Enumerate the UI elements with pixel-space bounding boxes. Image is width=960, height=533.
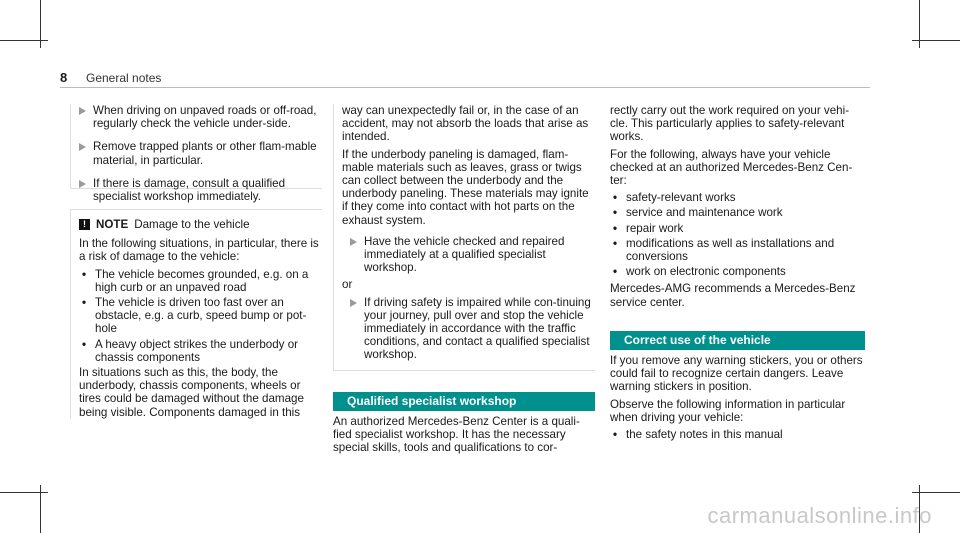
bullet-icon: • (613, 191, 618, 205)
page-number: 8 (60, 70, 68, 85)
note-box (70, 209, 322, 419)
bullet-icon: • (82, 296, 87, 310)
list-item: Have the vehicle checked and repaired immediately at a qualified specialist workshop. (342, 235, 591, 275)
crop-mark (0, 40, 48, 41)
list-item: • A heavy object strikes the underbody or chassis components (82, 337, 299, 364)
instruction-list (70, 104, 322, 204)
bullet-icon: • (613, 236, 618, 250)
paragraph: way can unexpectedly fail or, in the case of an accident, may not absorb the loads that arise as intended. (342, 104, 589, 144)
bullet-icon: • (613, 221, 618, 235)
column-3 (610, 104, 865, 443)
note-title: NOTE (96, 218, 129, 231)
list-item: • service and maintenance work (613, 206, 783, 220)
paragraph: If you remove any warning stickers, you or others could fail to recognize certain dangers. Leave warning stickers in position. (610, 354, 863, 394)
note-outro: In situations such as this, the body, the underbody, chassis components, wheels or tires could be damaged without the damage being visible. Components damaged in this (79, 366, 304, 419)
watermark: carmanualsonline.info (707, 503, 932, 528)
triangle-bullet-icon (79, 143, 86, 151)
triangle-bullet-icon (350, 238, 357, 246)
bullet-icon: • (82, 337, 87, 351)
list-item: • modifications as well as installations and conversions (613, 236, 835, 264)
section-heading: Correct use of the vehicle (610, 331, 865, 350)
page-title: General notes (86, 71, 162, 85)
column-2 (333, 104, 595, 458)
list-item: • safety-relevant works (613, 191, 736, 205)
paragraph: Observe the following information in particular when driving your vehicle: (610, 397, 846, 424)
crop-mark (912, 40, 960, 41)
note-header (79, 218, 322, 231)
triangle-bullet-icon (79, 180, 86, 188)
triangle-bullet-icon (350, 299, 357, 307)
list-item: When driving on unpaved roads or off-road, regularly check the vehicle under-side. (71, 104, 318, 130)
paragraph: Mercedes-AMG recommends a Mercedes-Benz service center. (610, 282, 856, 309)
continued-note (333, 104, 595, 371)
list-item: • repair work (613, 221, 684, 235)
bullet-icon: • (613, 428, 618, 442)
section-heading: Qualified specialist workshop (333, 392, 595, 411)
list-item: Remove trapped plants or other flam-mable material, in particular. (71, 140, 318, 166)
list-item: • the safety notes in this manual (613, 428, 783, 442)
list-item: If there is damage, consult a qualified specialist workshop immediately. (71, 177, 318, 203)
paragraph: An authorized Mercedes-Benz Center is a quali-fied specialist workshop. It has the necessary special skills, tools and qualifications to cor- (333, 414, 580, 455)
bullet-icon: • (613, 206, 618, 220)
paragraph: For the following, always have your vehicle checked at an authorized Mercedes-Benz Cen-ter: (610, 147, 853, 188)
triangle-bullet-icon (79, 107, 86, 115)
note-intro: In the following situations, in particular, there is a risk of damage to the vehicle: (79, 237, 319, 264)
list-item: • work on electronic components (613, 265, 786, 279)
list-item: • The vehicle is driven too fast over an obstacle, e.g. a curb, speed bump or pot-hole (82, 296, 307, 336)
paragraph: If the underbody paneling is damaged, flam-mable materials such as leaves, grass or twigs can collect between the underbody and the underbody paneling. These materials may ignite if they come into contact with hot parts on the exhaust system. (342, 147, 589, 227)
warning-icon: ! (79, 219, 90, 230)
bullet-icon: • (82, 267, 87, 281)
note-subtitle: Damage to the vehicle (134, 218, 250, 231)
crop-mark (912, 492, 960, 493)
list-item: If driving safety is impaired while con-tinuing your journey, pull over and stop the vehicle immediately in accordance with the traffic conditions, and contact a qualified specialist workshop. (342, 296, 591, 362)
crop-mark (0, 492, 48, 493)
column-1 (70, 104, 322, 423)
paragraph: rectly carry out the work required on your vehi-cle. This particularly applies to safety-relevant works. (610, 104, 850, 144)
or-text: or (342, 278, 353, 292)
bullet-icon: • (613, 265, 618, 279)
header-rule (60, 87, 870, 88)
list-item: • The vehicle becomes grounded, e.g. on a high curb or an unpaved road (82, 267, 309, 294)
